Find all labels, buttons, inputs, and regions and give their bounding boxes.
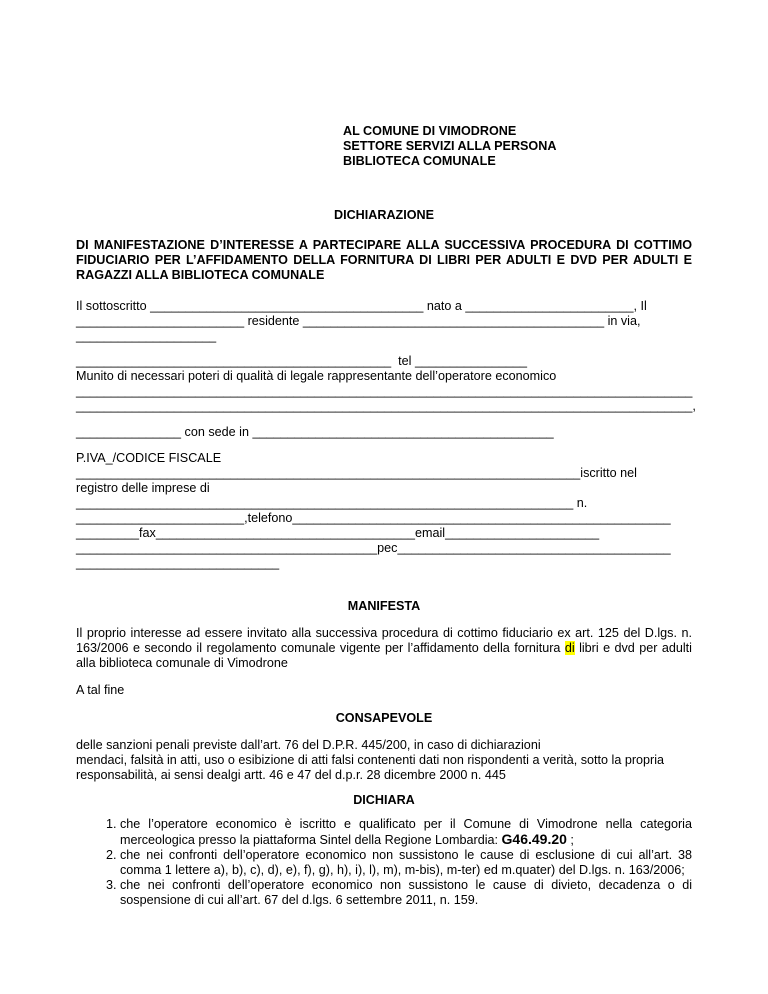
form-line-vat-label: P.IVA_/CODICE FISCALE: [76, 451, 222, 465]
manifesta-text-end: libri e dvd per adulti alla biblioteca comunale di Vimodrone: [76, 641, 692, 670]
consapevole-heading: CONSAPEVOLE: [335, 711, 433, 725]
dichiara-item-1: [120, 817, 692, 848]
item-1-end: ;: [566, 833, 574, 847]
form-line-telephone: ________________________,telefono______________________________________________________: [76, 511, 671, 525]
form-line-operator-1: ________________________________________________________________________________________: [76, 384, 693, 398]
address-line-1: AL COMUNE DI VIMODRONE: [343, 124, 517, 138]
manifesta-heading: MANIFESTA: [347, 599, 421, 613]
dichiara-list: [76, 817, 692, 908]
document-title: DICHIARAZIONE: [333, 208, 435, 222]
form-line-phone: _____________________________________________ tel ________________: [76, 354, 528, 368]
consapevole-line-1: delle sanzioni penali previste dall’art. 76 del D.P.R. 445/200, in caso di dichiarazioni: [76, 738, 541, 752]
dichiara-heading: DICHIARA: [353, 793, 415, 807]
form-line-vat: ________________________________________________________________________iscritto nel: [76, 466, 637, 480]
dichiara-item-2: 2. che nei confronti dell’operatore economico non sussistono le cause di esclusione di cui all’art. 38 comma 1 lettere a), b), c), d), e), f), g), h), i), l), m), m-bis), m-ter) ed m.quater) del D.lgs. n. 163/2006;: [120, 848, 692, 878]
address-line-3: BIBLIOTECA COMUNALE: [343, 154, 496, 168]
form-line-operator-2: ________________________________________________________________________________________,: [76, 399, 696, 413]
form-line-seat: _______________ con sede in ___________________________________________: [76, 425, 554, 439]
consapevole-line-2: mendaci, falsità in atti, uso o esibizione di atti falsi contenenti dati non rispondenti a verità, sotto la propria responsabilità, ai sensi dealgi artt. 46 e 47 del d.p.r. 28 dicembre 2000 n. 445: [76, 753, 665, 782]
form-line-pec: ___________________________________________pec_______________________________________: [76, 541, 671, 555]
form-line-address: ____________________: [76, 329, 217, 343]
item-1-text: che l’operatore economico è iscritto e qualificato per il Comune di Vimodrone nella categoria merceologica presso la piattaforma Sintel della Regione Lombardia:: [120, 817, 692, 847]
category-code: G46.49.20: [501, 831, 567, 847]
address-line-2: SETTORE SERVIZI ALLA PERSONA: [343, 139, 557, 153]
form-line-representative: Munito di necessari poteri di qualità di legale rappresentante dell’operatore economico: [76, 369, 557, 383]
consapevole-paragraph: [76, 738, 692, 783]
form-line-final: _____________________________: [76, 556, 280, 570]
form-line-registry-label: registro delle imprese di: [76, 481, 210, 495]
manifesta-paragraph: [76, 626, 692, 671]
manifesta-text: Il proprio interesse ad essere invitato alla successiva procedura di cottimo fiduciario ex art. 125 del D.lgs. n. 163/2006 e secondo il regolamento comunale vigente per l’affidamento della fornitura: [76, 626, 692, 655]
form-line-residence: ________________________ residente ___________________________________________ in via,: [76, 314, 641, 328]
form-line-fax-email: _________fax_____________________________________email______________________: [76, 526, 600, 540]
highlighted-word: di: [564, 641, 575, 655]
dichiara-list-wrapper: [76, 817, 692, 908]
document-subject: DI MANIFESTAZIONE D’INTERESSE A PARTECIPARE ALLA SUCCESSIVA PROCEDURA DI COTTIMO FIDUCIARIO PER L’AFFIDAMENTO DELLA FORNITURA DI LIBRI PER ADULTI E DVD PER ADULTI E RAGAZZI ALLA BIBLIOTECA COMUNALE: [76, 238, 692, 282]
dichiara-item-3: 3. che nei confronti dell’operatore economico non sussistono le cause di divieto, decadenza o di sospensione di cui all’art. 67 del d.lgs. 6 settembre 2011, n. 159.: [120, 878, 692, 908]
a-tal-fine: A tal fine: [76, 683, 125, 697]
form-line-name: Il sottoscritto _______________________________________ nato a ________________________, Il: [76, 299, 647, 313]
recipient-address: [343, 124, 556, 169]
form-line-registry: _______________________________________________________________________ n.: [76, 496, 588, 510]
